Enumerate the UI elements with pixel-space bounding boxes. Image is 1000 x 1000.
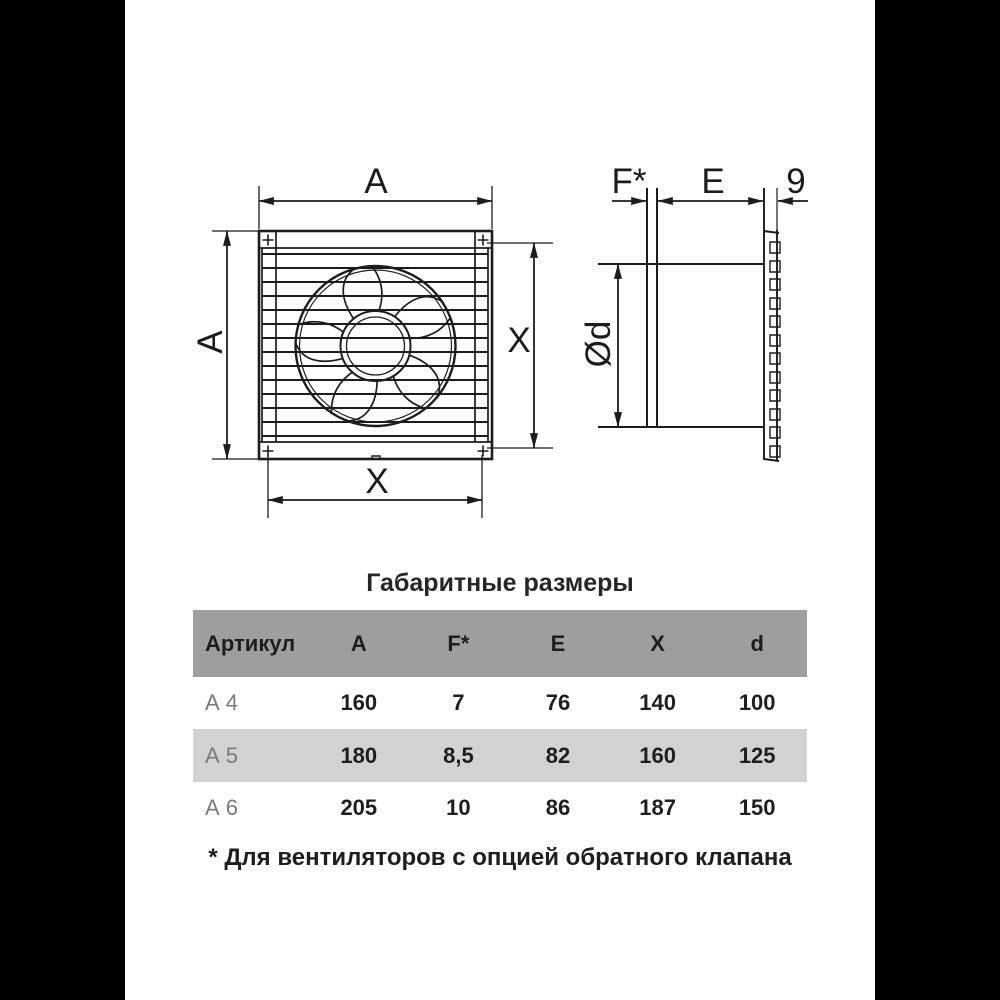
table-row bbox=[193, 677, 807, 729]
value-cell: 205 bbox=[340, 795, 378, 820]
table-header-row bbox=[193, 610, 807, 677]
fan-inner-ring bbox=[300, 270, 452, 422]
col-header-x: X bbox=[650, 630, 665, 656]
footnote: * Для вентиляторов с опцией обратного клапана bbox=[208, 844, 792, 871]
article-cell: А 5 bbox=[205, 742, 239, 768]
dim-label-height-a: A bbox=[191, 330, 230, 354]
value-cell: 140 bbox=[639, 690, 676, 715]
fan-outer-ring bbox=[296, 266, 456, 426]
value-cell: 86 bbox=[545, 795, 571, 820]
article-cell: А 4 bbox=[205, 690, 239, 715]
dimensions-table bbox=[193, 610, 807, 834]
technical-drawing bbox=[125, 0, 875, 560]
grille-frame-lines bbox=[259, 231, 492, 442]
value-cell: 150 bbox=[738, 795, 776, 820]
value-cell: 100 bbox=[738, 690, 776, 715]
value-cell: 10 bbox=[446, 795, 471, 820]
dim-label-grille-9: 9 bbox=[786, 162, 806, 201]
value-cell: 180 bbox=[340, 742, 378, 768]
front-view bbox=[191, 162, 553, 518]
side-panel-louver-ticks bbox=[770, 242, 780, 457]
dim-label-diameter-d: Ød bbox=[579, 320, 618, 368]
col-header-article: Артикул bbox=[205, 630, 296, 656]
side-view bbox=[579, 162, 808, 461]
side-body-lines bbox=[598, 188, 763, 427]
col-header-d: d bbox=[750, 630, 764, 656]
value-cell: 76 bbox=[545, 690, 571, 715]
dim-label-depth-e: E bbox=[701, 162, 725, 201]
value-cell: 187 bbox=[639, 795, 676, 820]
fan-hub-outer bbox=[341, 311, 411, 381]
table-row bbox=[193, 782, 807, 834]
section-title: Габаритные размеры bbox=[366, 569, 634, 597]
dim-label-width-a: A bbox=[364, 162, 388, 201]
col-header-a: A bbox=[350, 630, 367, 656]
value-cell: 8,5 bbox=[443, 742, 474, 768]
dim-label-x-horizontal: X bbox=[365, 462, 389, 501]
table-row bbox=[193, 729, 807, 782]
col-header-e: E bbox=[550, 630, 566, 656]
dim-label-x-vertical: X bbox=[507, 321, 531, 360]
value-cell: 82 bbox=[545, 742, 571, 768]
value-cell: 160 bbox=[340, 690, 378, 715]
fan-impeller bbox=[275, 258, 471, 449]
col-header-f: F* bbox=[447, 630, 470, 656]
value-cell: 125 bbox=[738, 742, 776, 768]
value-cell: 160 bbox=[639, 742, 676, 768]
value-cell: 7 bbox=[452, 690, 465, 715]
product-card bbox=[125, 0, 875, 1000]
dim-label-flange-f: F* bbox=[611, 162, 647, 201]
article-cell: А 6 bbox=[205, 795, 239, 820]
fan-blades bbox=[275, 258, 471, 449]
